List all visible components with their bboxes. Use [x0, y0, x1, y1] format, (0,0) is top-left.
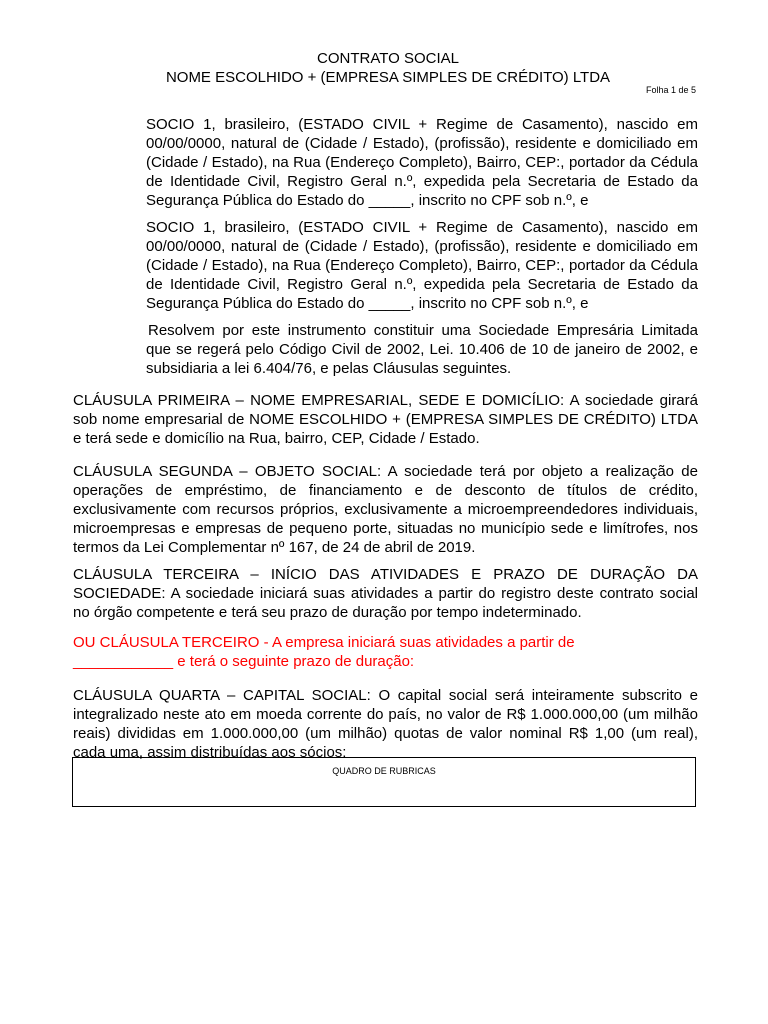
partner-2-qualification: SOCIO 1, brasileiro, (ESTADO CIVIL + Regime de Casamento), nascido em 00/00/0000, natural de (Cidade / Estado), (profissão), residente e domiciliado em (Cidade / Estado), na Rua (Endereço Completo), Bairro, CEP:, portador da Cédula de Identidade Civil, Registro Geral n.º, expedida pela Secretaria de Estado da Segurança Pública do Estado do _____, inscrito no CPF sob n.º, e	[146, 219, 698, 312]
clause-third-alternative-line-2: ____________ e terá o seguinte prazo de duração:	[73, 653, 415, 670]
document-title: CONTRATO SOCIAL	[317, 50, 459, 67]
clause-third: CLÁUSULA TERCEIRA – INÍCIO DAS ATIVIDADES E PRAZO DE DURAÇÃO DA SOCIEDADE: A sociedade iniciará suas atividades a partir do registro deste contrato social no órgão competente e terá seu prazo de duração por tempo indeterminado.	[73, 566, 698, 621]
resolution-paragraph: Resolvem por este instrumento constituir uma Sociedade Empresária Limitada que se regerá pelo Código Civil de 2002, Lei. 10.406 de 10 de janeiro de 2002, e subsidiaria a lei 6.404/76, e pelas Cláusulas seguintes.	[146, 322, 698, 377]
partner-1-qualification: SOCIO 1, brasileiro, (ESTADO CIVIL + Regime de Casamento), nascido em 00/00/0000, natural de (Cidade / Estado), (profissão), residente e domiciliado em (Cidade / Estado), na Rua (Endereço Completo), Bairro, CEP:, portador da Cédula de Identidade Civil, Registro Geral n.º, expedida pela Secretaria de Estado da Segurança Pública do Estado do _____, inscrito no CPF sob n.º, e	[146, 116, 698, 209]
rubric-box-label: QUADRO DE RUBRICAS	[332, 766, 436, 776]
page-indicator: Folha 1 de 5	[645, 85, 696, 95]
rubric-box	[72, 757, 696, 807]
company-name-title: NOME ESCOLHIDO + (EMPRESA SIMPLES DE CRÉDITO) LTDA	[165, 69, 611, 86]
clause-first: CLÁUSULA PRIMEIRA – NOME EMPRESARIAL, SEDE E DOMICÍLIO: A sociedade girará sob nome empresarial de NOME ESCOLHIDO + (EMPRESA SIMPLES DE CRÉDITO) LTDA e terá sede e domicílio na Rua, bairro, CEP, Cidade / Estado.	[73, 392, 698, 447]
clause-fourth: CLÁUSULA QUARTA – CAPITAL SOCIAL: O capital social será inteiramente subscrito e integralizado neste ato em moeda corrente do país, no valor de R$ 1.000.000,00 (um milhão reais) divididas em 1.000.000,00 (um milhão) quotas de valor nominal R$ 1,00 (um real), cada uma, assim distribuídas aos sócios:	[73, 687, 698, 761]
clause-third-alternative	[73, 633, 698, 671]
clause-second: CLÁUSULA SEGUNDA – OBJETO SOCIAL: A sociedade terá por objeto a realização de operações de empréstimo, de financiamento e de desconto de títulos de crédito, exclusivamente com recursos próprios, exclusivamente a microempreendedores individuais, microempresas e empresas de pequeno porte, situadas no município sede e limítrofes, nos termos da Lei Complementar nº 167, de 24 de abril de 2019.	[73, 463, 698, 556]
clause-third-alternative-line-1: OU CLÁUSULA TERCEIRO - A empresa iniciará suas atividades a partir de	[73, 634, 575, 651]
